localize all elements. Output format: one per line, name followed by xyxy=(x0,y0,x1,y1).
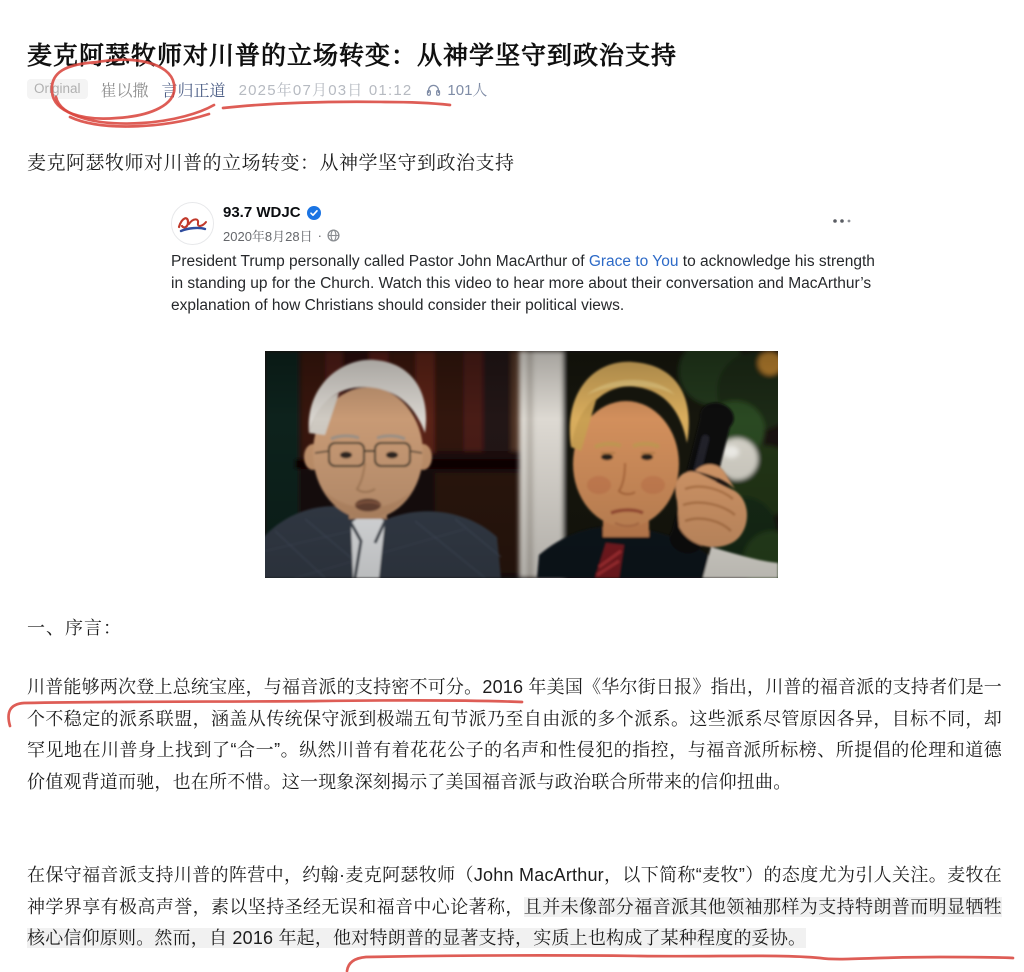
author-name[interactable]: 崔以撒 xyxy=(100,82,149,100)
listen-count-label: 101人 xyxy=(447,81,488,99)
paragraph-1: 川普能够两次登上总统宝座，与福音派的支持密不可分。2016 年美国《华尔街日报》指出，川普的福音派的支持者们是一个不稳定的派系联盟，涵盖从传统保守派到极端五旬节派乃至自由派的多个派系。这些派系尽管原因各异，目标不同，却罕见地在川普身上找到了“合一”。纵然川普有着花花公子的名声和性侵犯的指控，与福音派所标榜、所提倡的伦理和道德价值观背道而驰，也在所不惜。这一现象深刻揭示了美国福音派与政治联合所带来的信仰扭曲。 xyxy=(27,677,1002,792)
fb-header xyxy=(223,204,321,221)
article-meta-row xyxy=(27,76,487,102)
fb-date-separator: · xyxy=(317,228,322,243)
fb-post-date: 2020年8月28日 xyxy=(223,229,313,244)
paragraph-2-highlight: 且并未像部分福音派其他领袖那样为支持特朗普而明显牺牲核心信仰原则。然而，自 2016 年起，他对特朗普的显著支持，实质上也构成了某种程度的妥协。 xyxy=(27,896,1002,948)
fb-page-name: 93.7 WDJC xyxy=(223,204,301,221)
original-badge[interactable]: Original xyxy=(27,79,88,99)
fb-photo-macarthur-trump xyxy=(265,351,778,578)
red-circle-flourish-2 xyxy=(70,114,209,126)
fb-grace-to-you-link[interactable]: Grace to You xyxy=(588,253,679,270)
ellipsis-menu-icon[interactable] xyxy=(831,212,855,230)
account-link[interactable]: 言归正道 xyxy=(161,82,226,100)
verified-badge-icon xyxy=(307,206,321,220)
headphones-icon xyxy=(425,81,442,98)
listen-count[interactable] xyxy=(425,79,487,100)
fb-text-before-link: President Trump personally called Pastor John MacArthur of xyxy=(171,253,589,270)
paragraph-2-normal: 在保守福音派支持川普的阵营中，约翰·麦克阿瑟牧师（John MacArthur，以下简称“麦牧”）的态度尤为引人关注。麦牧在神学界享有极高声誉，素以坚持圣经无误和福音中心论著称， xyxy=(27,865,1002,917)
globe-privacy-icon xyxy=(327,229,340,242)
fb-date-row xyxy=(223,226,340,245)
fb-page-avatar xyxy=(171,202,214,245)
article-title: 麦克阿瑟牧师对川普的立场转变：从神学坚守到政治支持 xyxy=(27,41,678,70)
red-underline-date xyxy=(223,102,450,108)
section-heading: 一、序言： xyxy=(27,618,122,638)
lead-line: 麦克阿瑟牧师对川普的立场转变：从神学坚守到政治支持 xyxy=(27,153,515,174)
fb-text-after-link: to acknowledge his strength in standing up for the Church. Watch this video to hear more about their conversation and MacArthur’s explanation of how Christians should consider their political views. xyxy=(171,253,875,314)
fb-post-text xyxy=(171,251,883,317)
publish-time: 2025年07月03日 01:12 xyxy=(238,81,413,99)
red-underline-paragraph2 xyxy=(347,955,1013,971)
paragraph-2 xyxy=(27,860,1002,955)
